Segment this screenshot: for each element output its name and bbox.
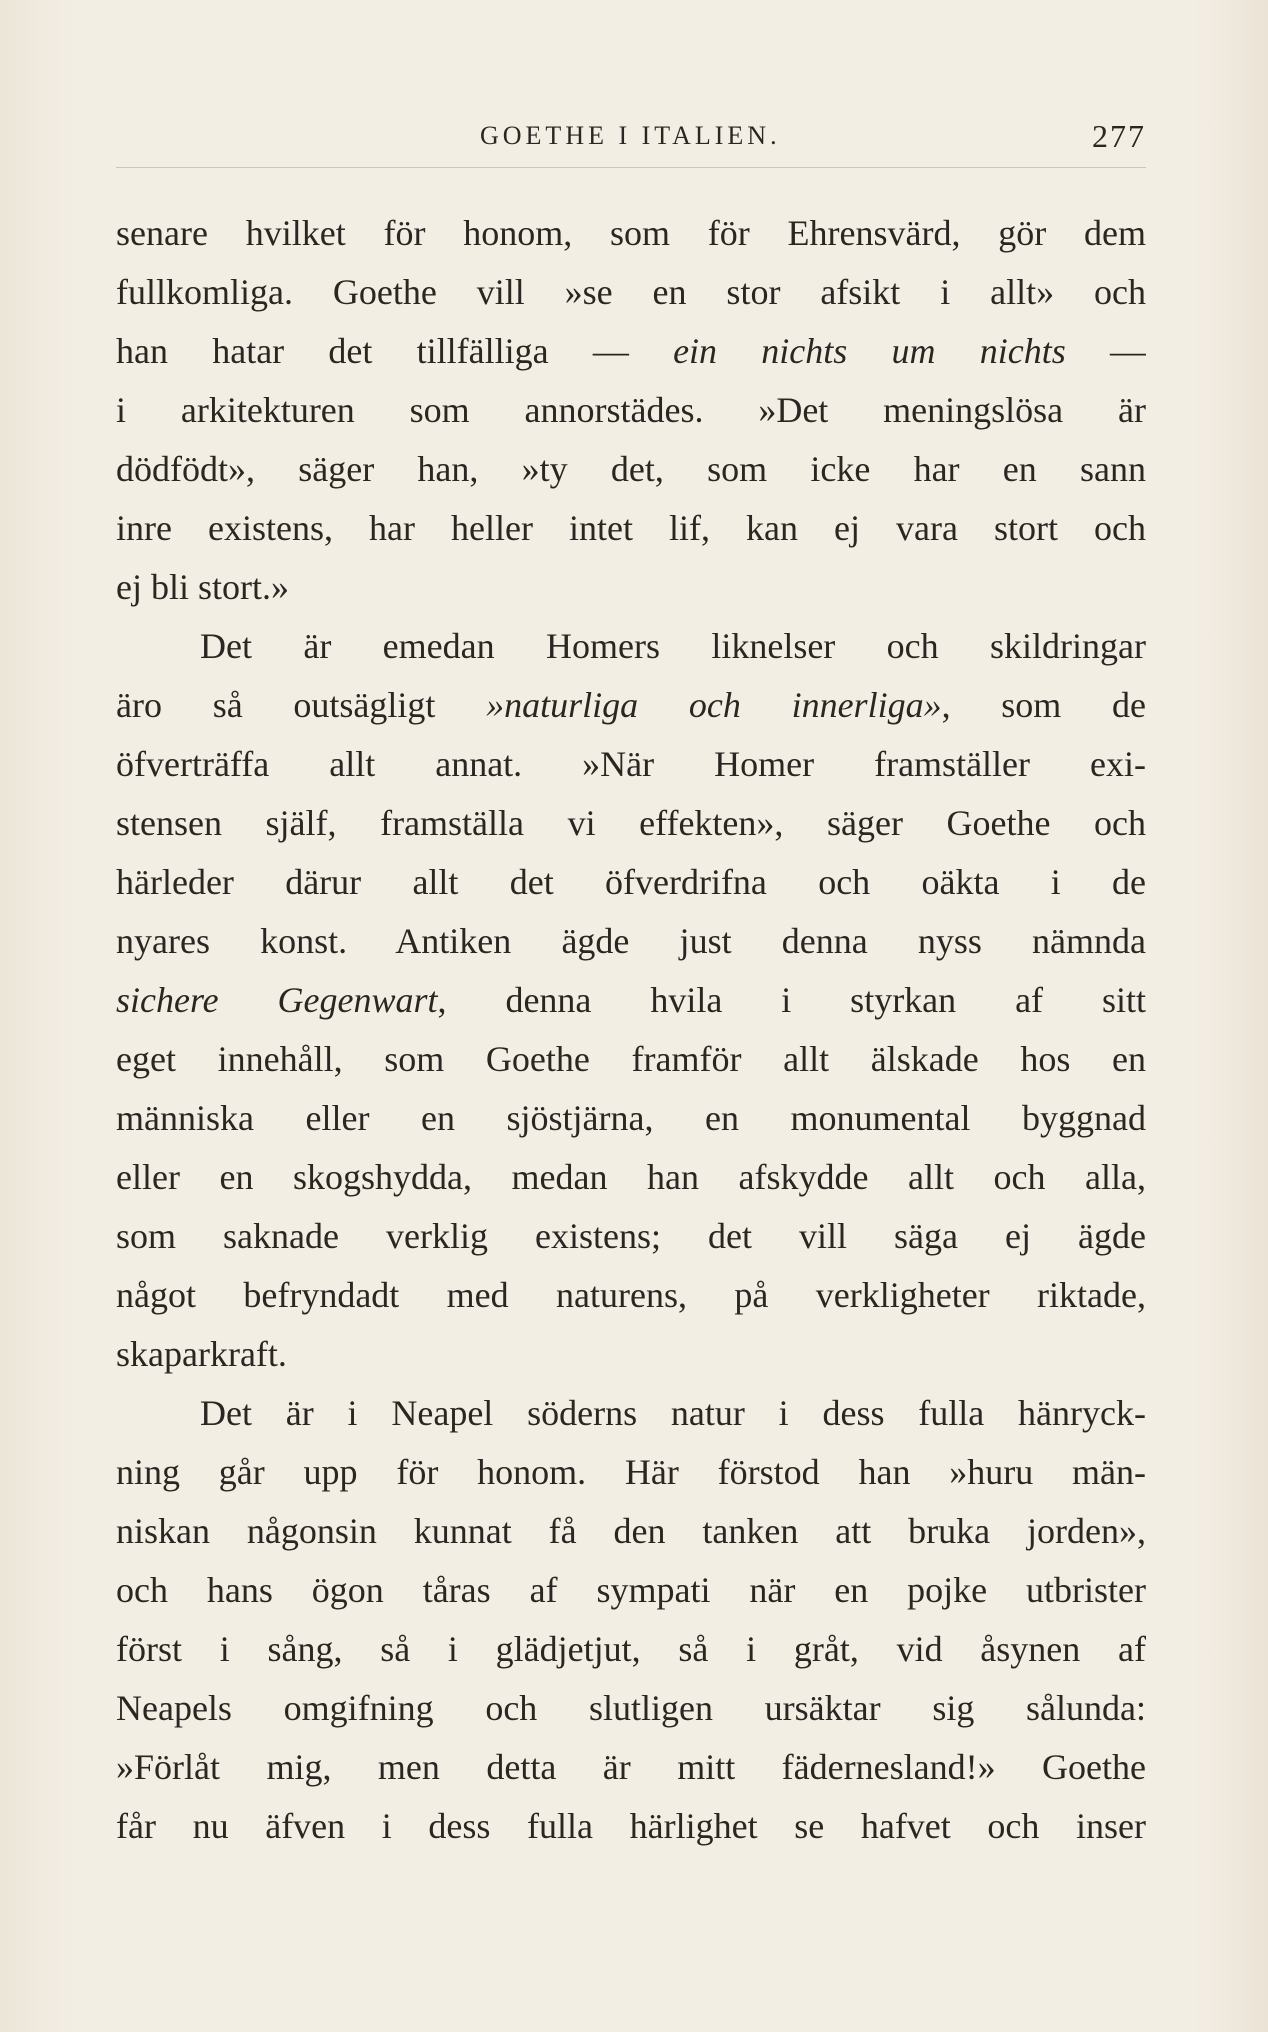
text-line: som saknade verklig existens; det vill säga ej ägde xyxy=(116,1216,1146,1256)
text-line-end: , som de xyxy=(941,685,1146,725)
header-rule xyxy=(116,167,1146,168)
text-line xyxy=(116,676,1146,735)
running-head: GOETHE I ITALIEN. xyxy=(480,121,781,150)
body-text xyxy=(116,204,1146,1856)
text-line: Det är i Neapel söderns natur i dess fulla hänryck- xyxy=(200,1393,1146,1433)
text-line: Det är emedan Homers liknelser och skildringar xyxy=(200,626,1146,666)
text-line-start: äro så outsägligt xyxy=(116,685,436,725)
text-line: Neapels omgifning och slutligen ursäktar sig sålunda: xyxy=(116,1688,1146,1728)
text-line: något befryndadt med naturens, på verkligheter riktade, xyxy=(116,1275,1146,1315)
text-line: »Förlåt mig, men detta är mitt fädernesland!» Goethe xyxy=(116,1747,1146,1787)
text-line: först i sång, så i glädjetjut, så i gråt, vid åsynen af xyxy=(116,1629,1146,1669)
text-line: öfverträffa allt annat. »När Homer framställer exi- xyxy=(116,744,1146,784)
italic-phrase: sichere Gegenwart xyxy=(116,980,438,1020)
text-line: får nu äfven i dess fulla härlighet se hafvet och inser xyxy=(116,1806,1146,1846)
text-line: nyares konst. Antiken ägde just denna nyss nämnda xyxy=(116,921,1146,961)
text-line: eget innehåll, som Goethe framför allt älskade hos en xyxy=(116,1039,1146,1079)
text-line: stensen själf, framställa vi effekten», säger Goethe och xyxy=(116,803,1146,843)
page-number: 277 xyxy=(1092,118,1146,154)
text-line: dödfödt», säger han, »ty det, som icke har en sann xyxy=(116,449,1146,489)
page-header xyxy=(116,112,1146,160)
text-line xyxy=(116,322,1146,381)
text-line xyxy=(116,971,1146,1030)
text-line: fullkomliga. Goethe vill »se en stor afsikt i allt» och xyxy=(116,272,1146,312)
text-line: skaparkraft. xyxy=(116,1334,287,1374)
text-line: senare hvilket för honom, som för Ehrensvärd, gör dem xyxy=(116,213,1146,253)
text-line-end: — xyxy=(1065,331,1146,371)
text-line-start: han hatar det tillfälliga — xyxy=(116,331,629,371)
text-line-end: , denna hvila i styrkan af sitt xyxy=(437,980,1146,1020)
text-line: ej bli stort.» xyxy=(116,567,289,607)
text-line: inre existens, har heller intet lif, kan ej vara stort och xyxy=(116,508,1146,548)
italic-phrase: ein nichts um nichts xyxy=(673,331,1066,371)
text-line: eller en skogshydda, medan han afskydde allt och alla, xyxy=(116,1157,1146,1197)
italic-phrase: »naturliga och innerliga» xyxy=(486,685,942,725)
text-line: ning går upp för honom. Här förstod han »huru män- xyxy=(116,1452,1146,1492)
text-line: människa eller en sjöstjärna, en monumental byggnad xyxy=(116,1098,1146,1138)
text-line: niskan någonsin kunnat få den tanken att bruka jorden», xyxy=(116,1511,1146,1551)
text-line: i arkitekturen som annorstädes. »Det meningslösa är xyxy=(116,390,1146,430)
text-line: och hans ögon tåras af sympati när en pojke utbrister xyxy=(116,1570,1146,1610)
text-line: härleder därur allt det öfverdrifna och oäkta i de xyxy=(116,862,1146,902)
